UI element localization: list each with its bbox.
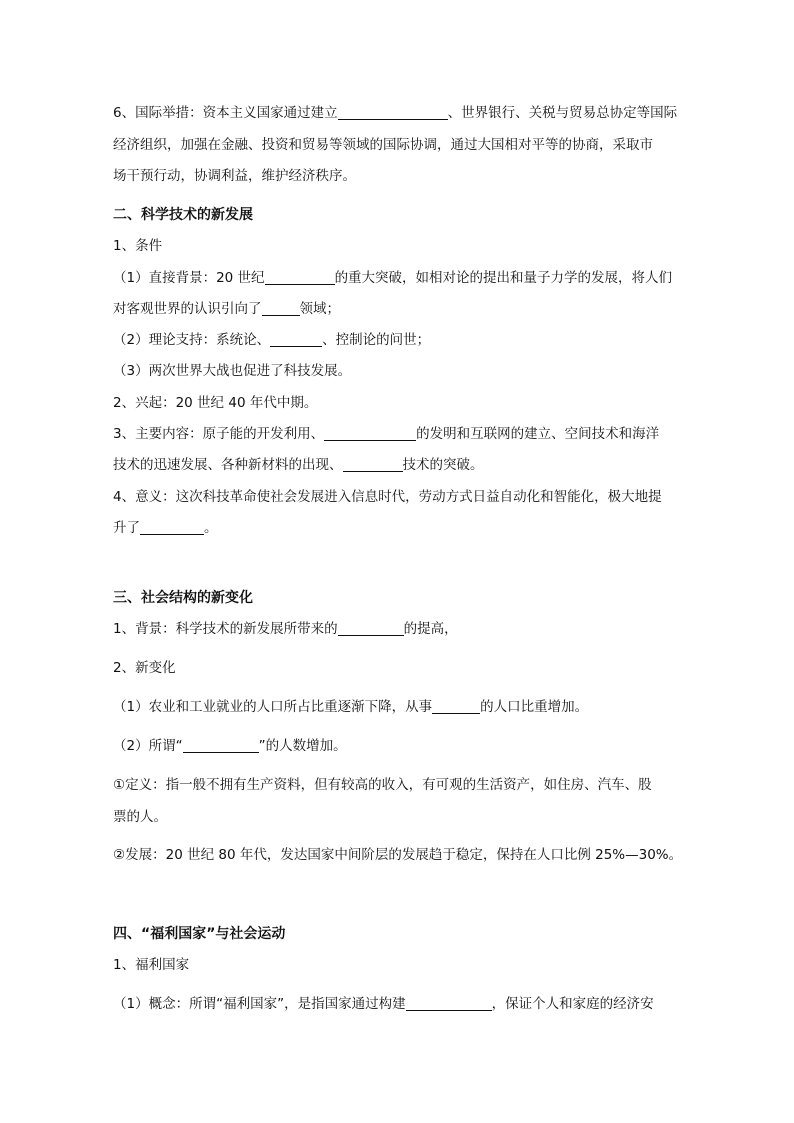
fill-blank[interactable]	[265, 270, 335, 285]
fill-blank[interactable]	[262, 301, 300, 316]
s3-item2: 2、新变化	[113, 660, 176, 676]
section-heading-4: 四、“福利国家”与社会运动	[113, 926, 286, 942]
s2-item3-line2: 技术的迅速发展、各种新材料的出现、 技术的突破。	[113, 457, 484, 473]
s4-item1: 1、福利国家	[113, 957, 190, 973]
s2-item4-line2: 升了 。	[113, 520, 218, 536]
fill-blank[interactable]	[343, 457, 403, 472]
s2-item3-line1: 3、主要内容：原子能的开发利用、 的发明和互联网的建立、空间技术和海洋	[113, 426, 660, 442]
s1-item6-line2: 经济组织，加强在金融、投资和贸易等领域的国际协调，通过大国相对平等的协商，采取市	[113, 137, 653, 153]
s2-item1: 1、条件	[113, 238, 163, 254]
fill-blank[interactable]	[432, 699, 480, 714]
s2-item1-2: （2）理论支持：系统论、 、控制论的问世；	[113, 332, 431, 348]
fill-blank[interactable]	[270, 332, 322, 347]
fill-blank[interactable]	[338, 105, 448, 120]
fill-blank[interactable]	[338, 621, 404, 636]
s2-item2: 2、兴起：20 世纪 40 年代中期。	[113, 395, 318, 411]
fill-blank[interactable]	[324, 426, 416, 441]
s4-item1-1: （1）概念：所谓“福利国家”，是指国家通过构建 ，保证个人和家庭的经济安	[113, 996, 654, 1012]
fill-blank[interactable]	[183, 738, 259, 753]
s3-development: ②发展：20 世纪 80 年代，发达国家中间阶层的发展趋于稳定，保持在人口比例 25%—30%。	[113, 847, 683, 863]
s2-item4-line1: 4、意义：这次科技革命使社会发展进入信息时代，劳动方式日益自动化和智能化，极大地提	[113, 489, 662, 505]
section-heading-2: 二、科学技术的新发展	[113, 207, 253, 223]
s3-definition-line1: ①定义：指一般不拥有生产资料，但有较高的收入，有可观的生活资产，如住房、汽车、股	[113, 777, 652, 793]
s3-item1: 1、背景：科学技术的新发展所带来的 的提高，	[113, 621, 458, 637]
s1-item6-line1: 6、国际举措：资本主义国家通过建立 、世界银行、关税与贸易总协定等国际	[113, 105, 678, 121]
s2-item1-1-line2: 对客观世界的认识引向了 领域；	[113, 301, 340, 317]
s1-item6-line3: 场干预行动，协调利益，维护经济秩序。	[113, 168, 356, 184]
s2-item1-1-line1: （1）直接背景：20 世纪 的重大突破，如相对论的提出和量子力学的发展，将人们	[113, 270, 673, 286]
s3-item2-2: （2）所谓“ ”的人数增加。	[113, 738, 347, 754]
s3-definition-line2: 票的人。	[113, 809, 167, 825]
fill-blank[interactable]	[406, 996, 492, 1011]
section-heading-3: 三、社会结构的新变化	[113, 590, 253, 606]
s2-item1-3: （3）两次世界大战也促进了科技发展。	[113, 363, 352, 379]
fill-blank[interactable]	[140, 520, 204, 535]
s3-item2-1: （1）农业和工业就业的人口所占比重逐渐下降，从事 的人口比重增加。	[113, 699, 589, 715]
